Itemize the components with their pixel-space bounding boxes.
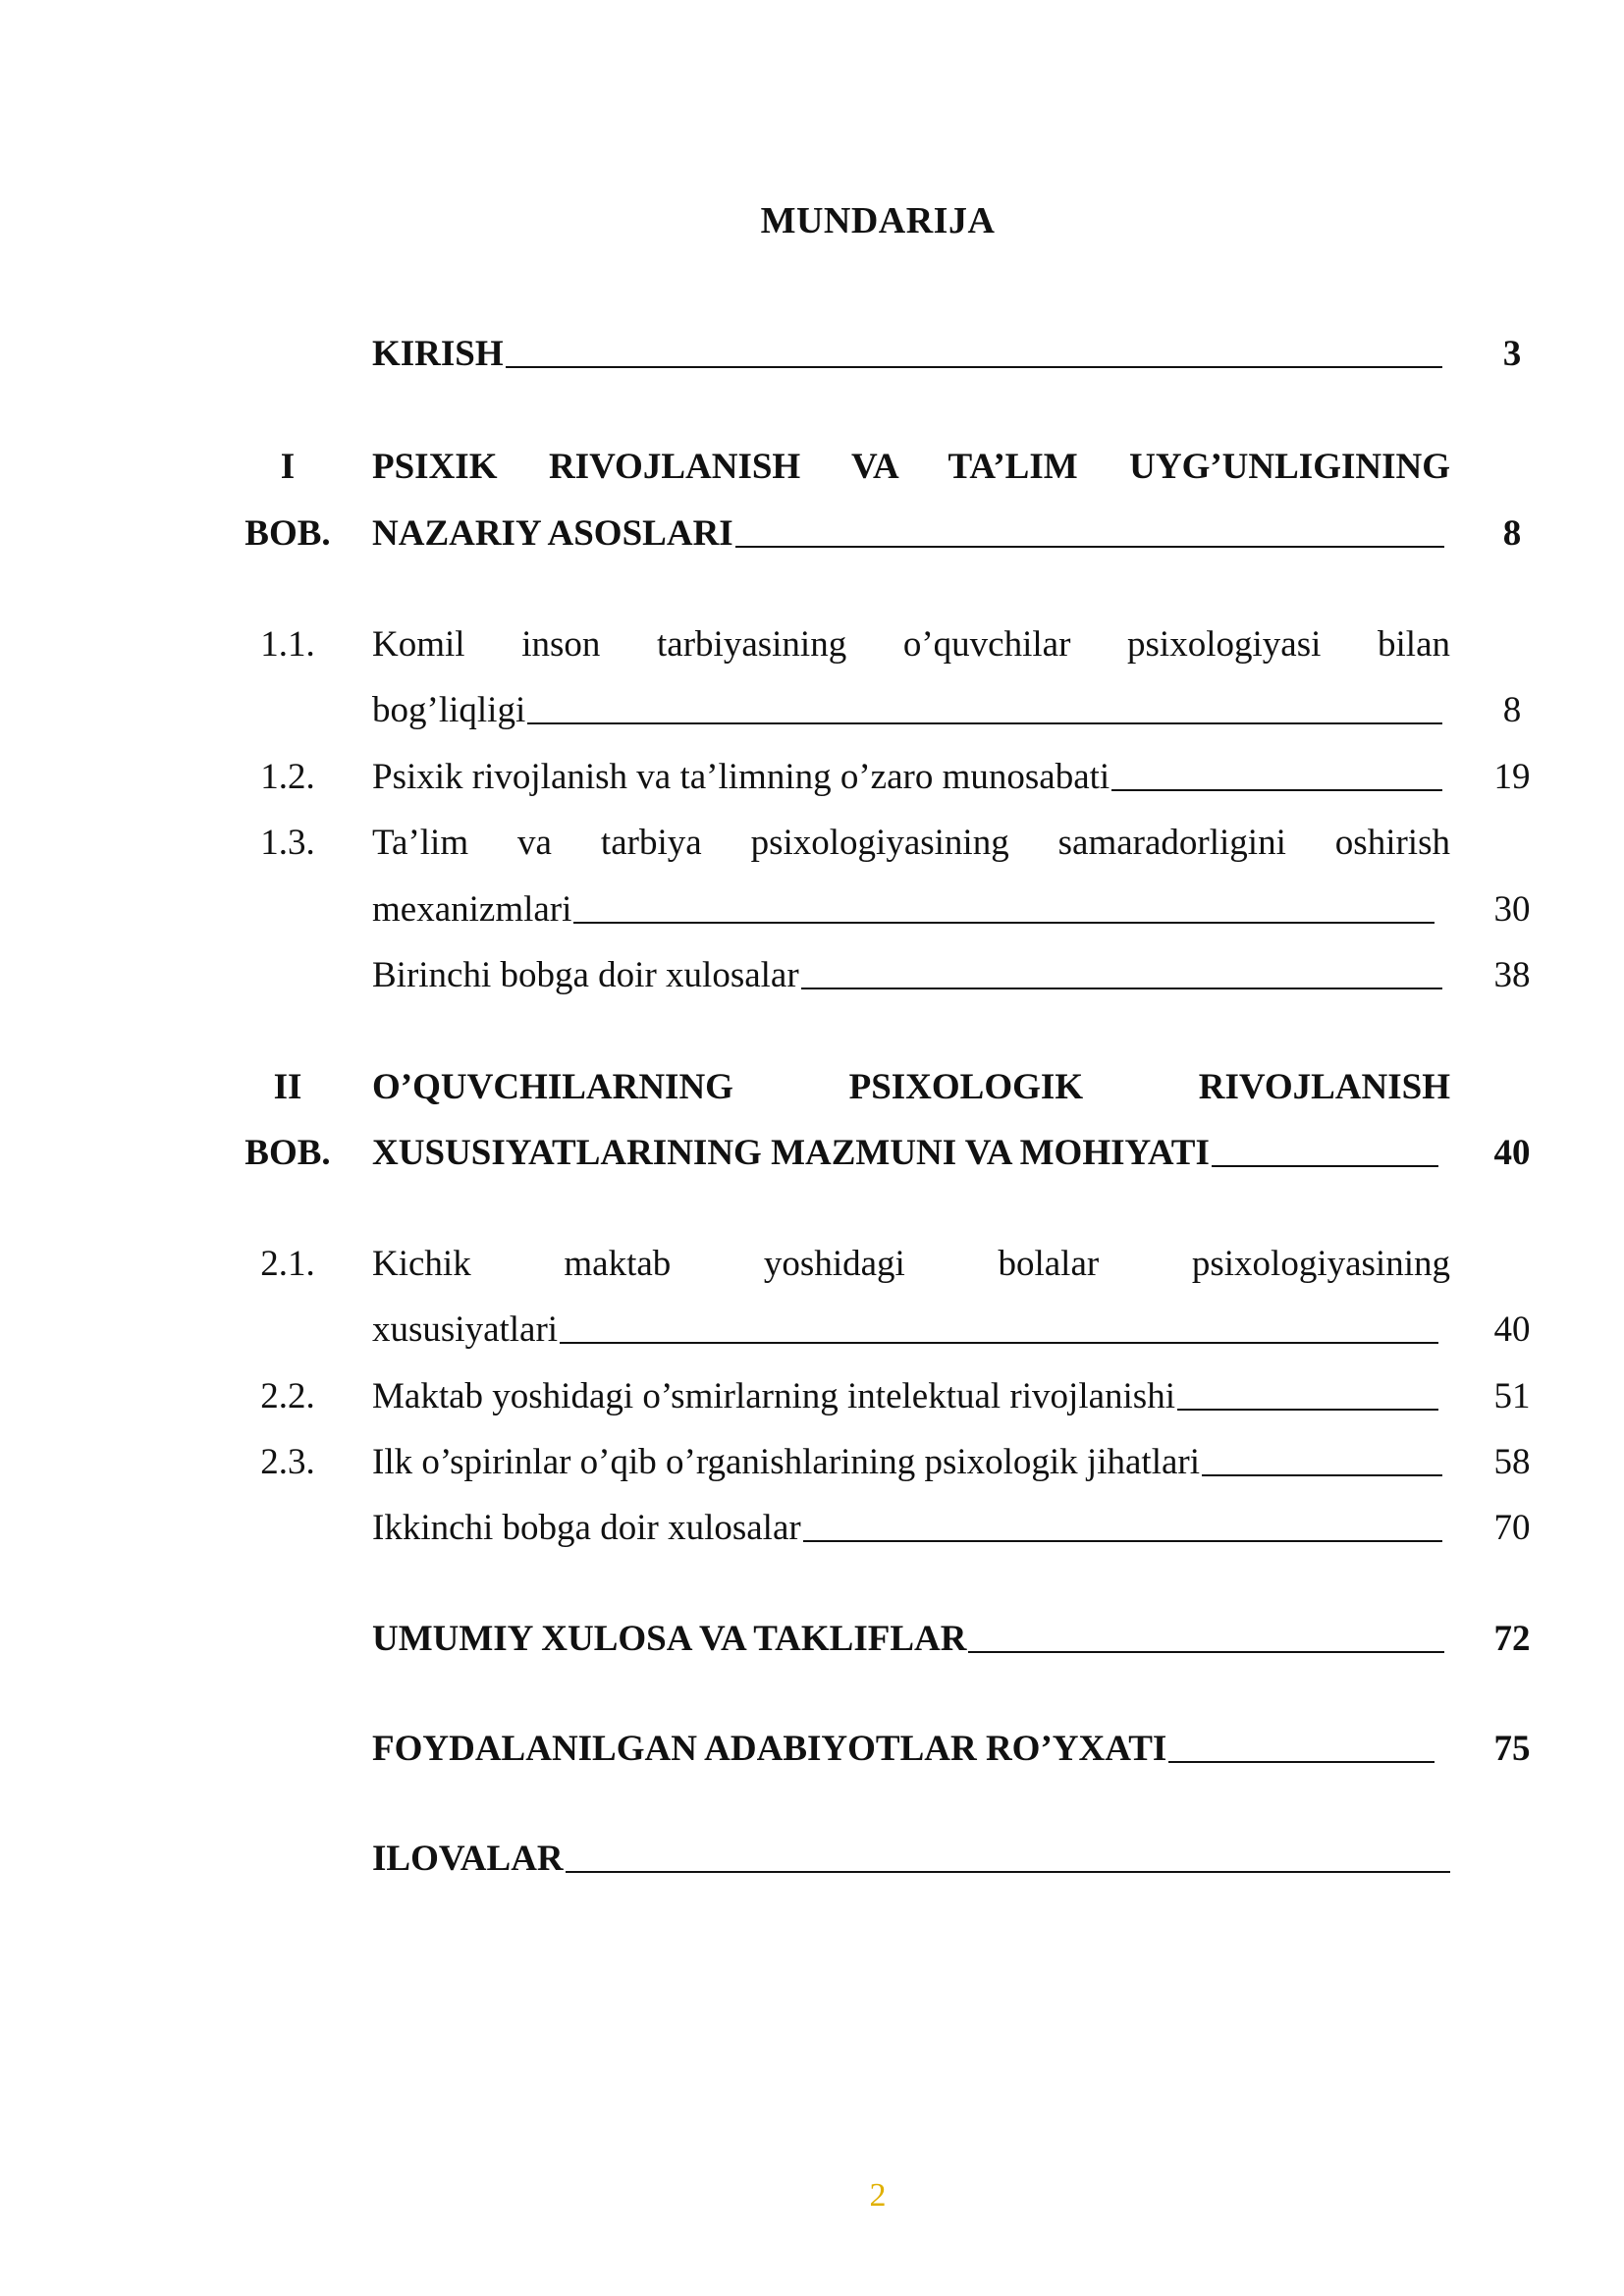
toc-section-2-2[interactable] [0, 1363, 1624, 1430]
toc-chapter-2-summary[interactable] [0, 1495, 1624, 1562]
section-title-line2: bog’liqligi [372, 690, 526, 730]
leader-line [527, 722, 1442, 724]
section-title-line1: Ta’lim va tarbiya psixologiyasining samaradorligini oshirish [372, 823, 1450, 863]
leader-line [573, 922, 1435, 924]
toc-page-number: 8 [1502, 690, 1522, 730]
toc-chapter-1-line1[interactable] [0, 434, 1624, 501]
leader-line [506, 366, 1442, 368]
section-title-line1: Kichik maktab yoshidagi bolalar psixologiyasining [372, 1244, 1450, 1284]
section-title: Ilk o’spirinlar o’qib o’rganishlarining psixologik jihatlari [372, 1442, 1200, 1482]
toc-page-number: 30 [1493, 889, 1531, 930]
toc-page-number: 75 [1493, 1729, 1531, 1769]
leader-line [1202, 1474, 1442, 1476]
chapter-title-line1: PSIXIK RIVOJLANISH VA TA’LIM UYG’UNLIGINING [372, 447, 1450, 487]
toc-entry-kirish[interactable] [0, 321, 1624, 388]
page-number: 2 [869, 2177, 887, 2214]
toc-section-2-3[interactable] [0, 1429, 1624, 1496]
chapter-title-line2: NAZARIY ASOSLARI [372, 513, 733, 554]
toc-section-2-1-line2[interactable] [0, 1297, 1624, 1363]
toc-label: FOYDALANILGAN ADABIYOTLAR RO’YXATI [372, 1729, 1167, 1769]
leader-line [560, 1342, 1438, 1344]
leader-line [1111, 789, 1442, 791]
chapter-label: BOB. [244, 1133, 331, 1173]
summary-title: Birinchi bobga doir xulosalar [372, 955, 799, 995]
toc-page-number: 38 [1493, 955, 1531, 995]
toc-label: ILOVALAR [372, 1839, 564, 1879]
toc-page-number: 40 [1493, 1133, 1531, 1173]
section-number: 2.1. [260, 1244, 315, 1284]
section-title-line2: xususiyatlari [372, 1309, 559, 1350]
toc-page-number: 8 [1502, 513, 1522, 554]
toc-section-1-2[interactable] [0, 744, 1624, 811]
toc-page-number: 70 [1493, 1508, 1531, 1548]
chapter-number: II [273, 1067, 302, 1107]
summary-title: Ikkinchi bobga doir xulosalar [372, 1508, 801, 1548]
toc-section-1-1-line2[interactable] [0, 677, 1624, 744]
leader-line [566, 1871, 1450, 1873]
toc-page-number: 3 [1502, 334, 1522, 374]
toc-section-1-3-line2[interactable] [0, 877, 1624, 943]
section-title-line2: mexanizmlari [372, 889, 572, 930]
toc-entry-references[interactable] [0, 1716, 1624, 1783]
section-title: Maktab yoshidagi o’smirlarning intelektual rivojlanishi [372, 1376, 1175, 1416]
toc-page-number: 19 [1493, 757, 1531, 797]
section-title-line1: Komil inson tarbiyasining o’quvchilar psixologiyasi bilan [372, 624, 1450, 665]
leader-line [801, 988, 1442, 989]
toc-chapter-1-line2[interactable] [0, 501, 1624, 567]
toc-label: KIRISH [372, 334, 504, 374]
chapter-title-line1: O’QUVCHILARNING PSIXOLOGIK RIVOJLANISH [372, 1067, 1450, 1107]
toc-page-number: 58 [1493, 1442, 1531, 1482]
toc-chapter-1-summary[interactable] [0, 942, 1624, 1009]
section-number: 2.3. [260, 1442, 315, 1482]
section-number: 1.1. [260, 624, 315, 665]
chapter-label: BOB. [244, 513, 331, 554]
toc-chapter-2-line1[interactable] [0, 1054, 1624, 1121]
toc-chapter-2-line2[interactable] [0, 1120, 1624, 1187]
toc-section-1-1-line1[interactable] [0, 612, 1624, 678]
page-title: MUNDARIJA [760, 200, 996, 241]
toc-page-number: 40 [1493, 1309, 1531, 1350]
leader-line [735, 546, 1444, 548]
section-number: 1.3. [260, 823, 315, 863]
chapter-number: I [280, 447, 296, 487]
toc-entry-conclusion[interactable] [0, 1606, 1624, 1673]
toc-label: UMUMIY XULOSA VA TAKLIFLAR [372, 1619, 967, 1659]
leader-line [968, 1651, 1444, 1653]
toc-page-number: 72 [1493, 1619, 1531, 1659]
leader-line [1177, 1409, 1438, 1411]
toc-section-2-1-line1[interactable] [0, 1231, 1624, 1298]
section-title: Psixik rivojlanish va ta’limning o’zaro munosabati [372, 757, 1110, 797]
leader-line [1168, 1761, 1435, 1763]
leader-line [1212, 1165, 1438, 1167]
chapter-title-line2: XUSUSIYATLARINING MAZMUNI VA MOHIYATI [372, 1133, 1210, 1173]
toc-section-1-3-line1[interactable] [0, 810, 1624, 877]
toc-page-number: 51 [1493, 1376, 1531, 1416]
leader-line [803, 1540, 1442, 1542]
section-number: 2.2. [260, 1376, 315, 1416]
toc-entry-appendix[interactable] [0, 1826, 1624, 1893]
section-number: 1.2. [260, 757, 315, 797]
